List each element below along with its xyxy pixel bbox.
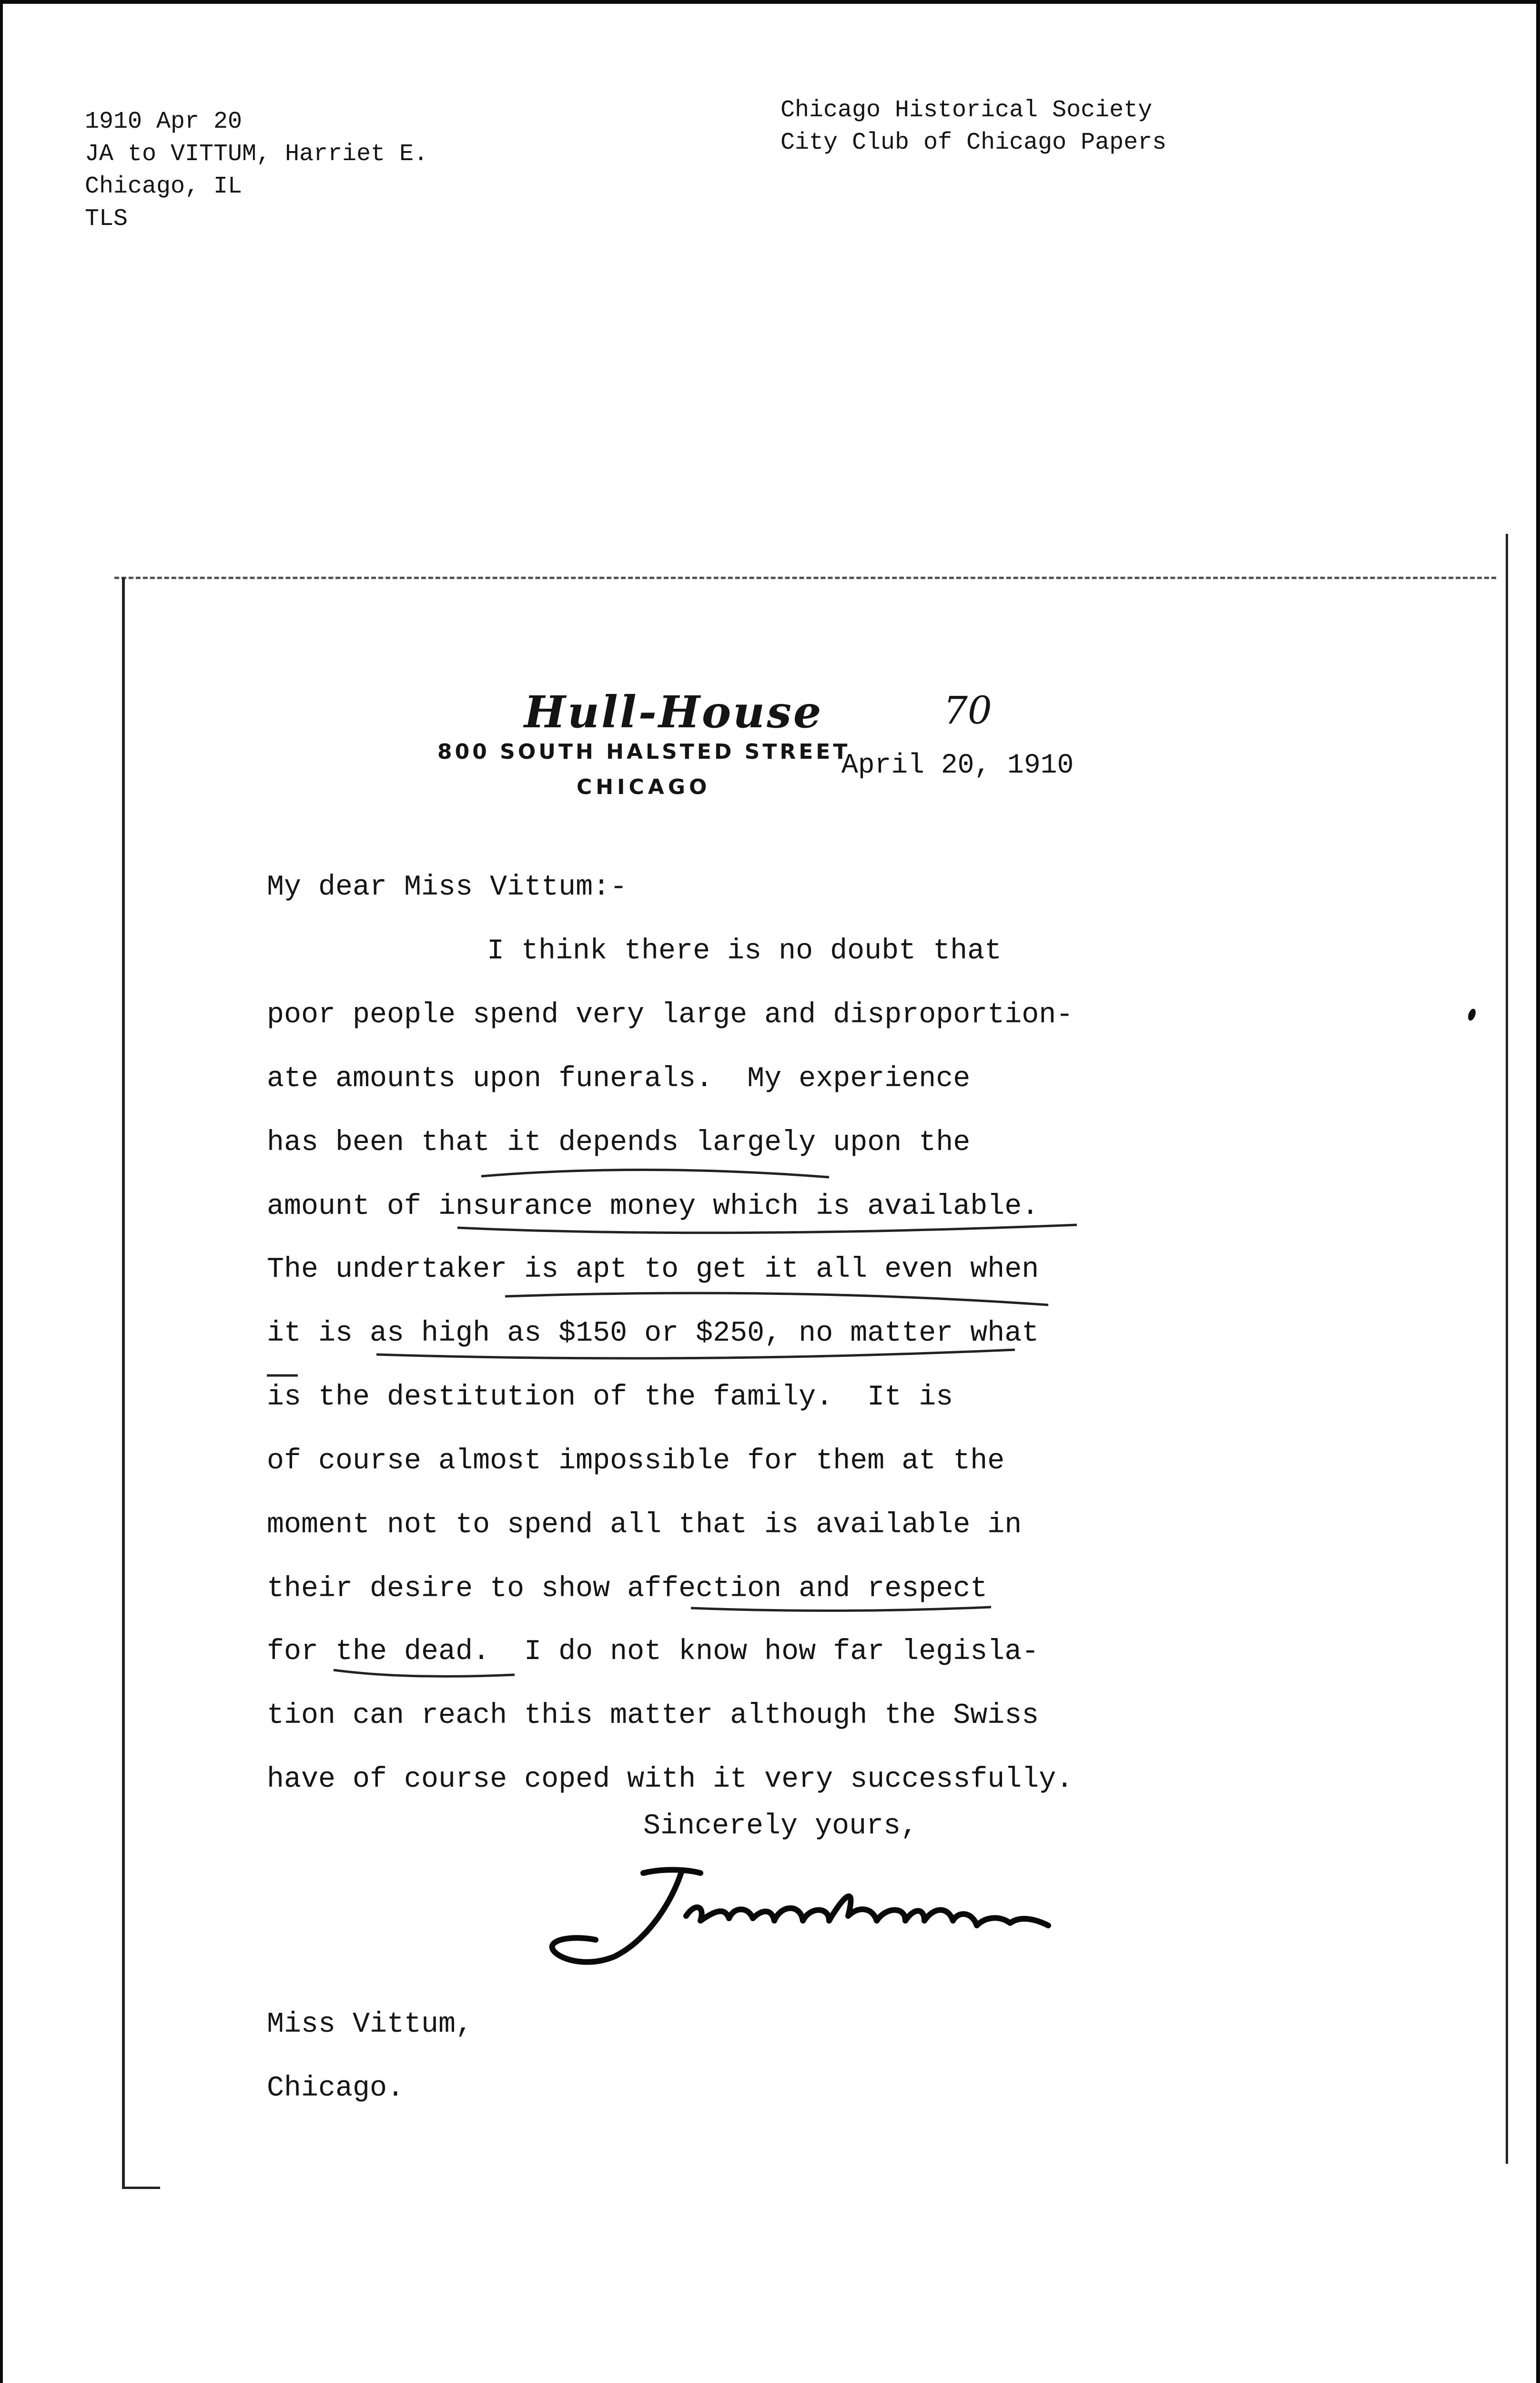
salutation: My dear Miss Vittum:- <box>267 871 628 904</box>
body-line: has been that it depends largely upon the <box>267 1127 971 1159</box>
archive-correspondents: JA to VITTUM, Harriet E. <box>85 141 428 168</box>
body-line: tion can reach this matter although the Swiss <box>267 1700 1039 1732</box>
body-line: I think there is no doubt that <box>487 935 1002 967</box>
body-line: amount of insurance money which is available. <box>267 1191 1039 1223</box>
closing: Sincerely yours, <box>643 1810 918 1843</box>
letter-top-edge <box>114 577 1496 579</box>
archive-place: Chicago, IL <box>85 173 243 200</box>
body-line: of course almost impossible for them at the <box>267 1445 1005 1477</box>
page-number-annotation: 70 <box>943 688 992 733</box>
archive-citation <box>85 106 428 235</box>
body-line: moment not to spend all that is available in <box>267 1509 1022 1541</box>
body-line: their desire to show affection and respect <box>267 1573 988 1605</box>
letterhead-name: Hull-House <box>524 686 823 738</box>
body-line: poor people spend very large and disproportion- <box>267 999 1074 1031</box>
recipient-name: Miss Vittum, <box>267 2008 473 2041</box>
body-line: The undertaker is apt to get it all even when <box>267 1253 1039 1286</box>
body-line: is the destitution of the family. It is <box>267 1381 953 1414</box>
archive-format: TLS <box>85 205 128 233</box>
body-line: for the dead. I do not know how far legisla- <box>267 1636 1039 1668</box>
archive-repository <box>780 94 1166 159</box>
archive-date: 1910 Apr 20 <box>85 108 243 135</box>
body-line: ate amounts upon funerals. My experience <box>267 1063 971 1095</box>
letter-bottom-edge <box>122 2187 160 2189</box>
letter-left-edge <box>122 578 125 2189</box>
letterhead-city: CHICAGO <box>577 775 711 799</box>
body-line: have of course coped with it very successfully. <box>267 1763 1074 1796</box>
repository-name: Chicago Historical Society <box>780 97 1153 124</box>
letterhead-street: 800 SOUTH HALSTED STREET <box>437 740 851 764</box>
signature-image <box>543 1859 1067 1968</box>
body-line: it is as high as $150 or $250, no matter what <box>267 1317 1039 1350</box>
recipient-city: Chicago. <box>267 2072 405 2105</box>
collection-name: City Club of Chicago Papers <box>780 129 1167 156</box>
letter-right-edge <box>1506 534 1508 2164</box>
letter-date: April 20, 1910 <box>841 750 1074 781</box>
